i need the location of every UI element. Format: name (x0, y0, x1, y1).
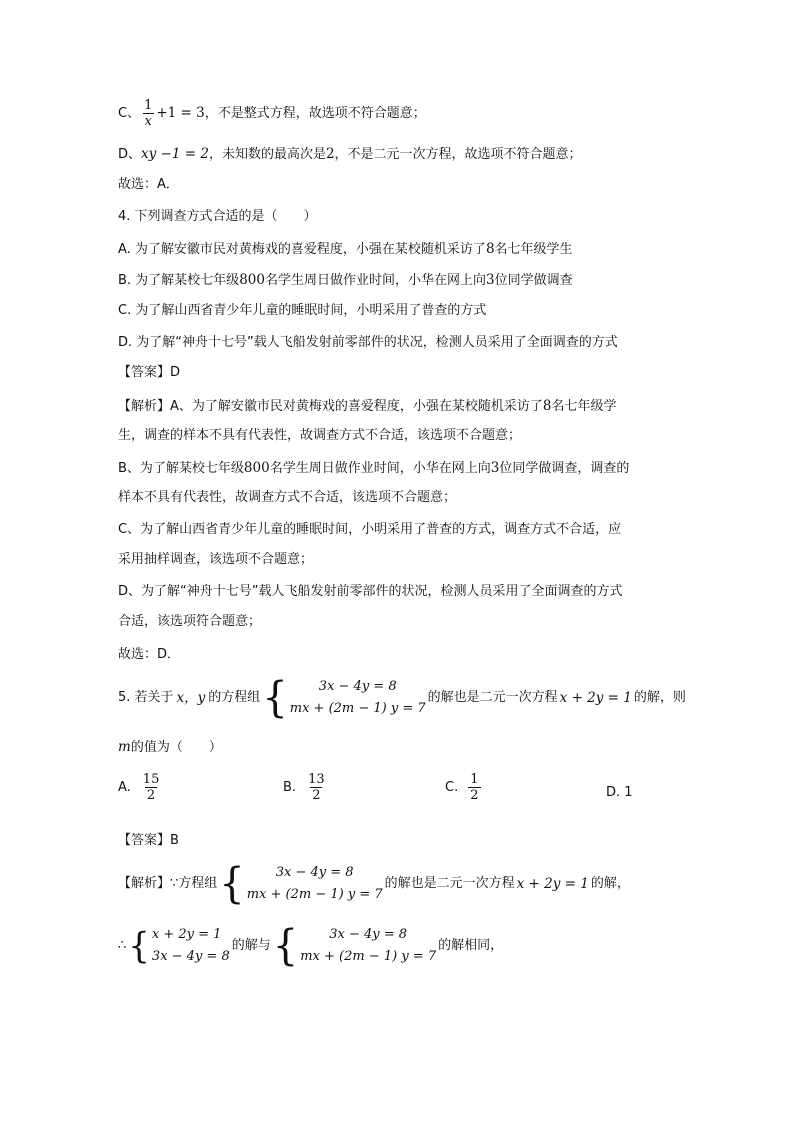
analysis-line: 合适，该选项符合题意； (118, 614, 262, 629)
analysis-line (118, 459, 629, 478)
fraction: $\frac{1}{x}$ (144, 98, 153, 129)
option-text: 名学生周日做作业时间，小华在网上向 (264, 273, 486, 288)
analysis-line: C、为了解山西省青少年儿童的睡眠时间，小明采用了普查的方式，调查方式不合适，应 (118, 522, 622, 537)
equation-system (262, 673, 426, 723)
math-expression: x，y (176, 690, 206, 706)
number: 8 (542, 398, 552, 414)
equation: mx + (2m − 1) y = 7 (246, 887, 383, 902)
line-text: 的解与 (231, 938, 271, 953)
line-text: 的值为（ ） (130, 740, 222, 755)
number: 800 (239, 272, 265, 288)
question-5-option-a (118, 772, 163, 803)
math-expression: +1 = 3 (156, 105, 205, 121)
equation: 3x − 4y = 8 (151, 949, 230, 964)
answer-label: 【答案】B (118, 833, 179, 848)
question-5-option-d: D. 1 (606, 785, 633, 800)
equation: 3x − 4y = 8 (329, 927, 408, 942)
number: 2 (325, 146, 335, 162)
question-5-option-b (283, 772, 329, 803)
equation-system (272, 921, 437, 971)
math-expression: xy −1 = 2 (141, 146, 209, 162)
line-text: 【解析】A、为了解安徽市民对黄梅戏的喜爱程度，小强在某校随机采访了 (118, 399, 543, 414)
line-text: 的解也是二元一次方程 (384, 876, 515, 891)
conclusion-d: 故选：D． (118, 647, 181, 662)
line-text: 的解， (590, 876, 630, 891)
option-label: C. (445, 780, 459, 795)
line-text: ，不是整式方程，故选项不符合题意； (204, 106, 426, 121)
line-text: 的解也是二元一次方程 (427, 690, 558, 705)
line-text: 名七年级学 (551, 399, 617, 414)
option-label: C、 (118, 106, 141, 121)
option-label: D、 (118, 147, 142, 162)
number: 3 (485, 272, 495, 288)
equation-system (128, 924, 229, 968)
brace-symbol: { (262, 673, 288, 723)
question-4-option-c: C. 为了解山西省青少年儿童的睡眠时间，小明采用了普查的方式 (118, 303, 487, 318)
solution-line-2 (118, 921, 504, 971)
therefore-symbol: ∴ (118, 938, 127, 953)
question-5-stem (118, 673, 686, 723)
conclusion-a: 故选：A． (118, 177, 179, 192)
option-text: B. 为了解某校七年级 (118, 273, 240, 288)
line-text: 的解相同， (438, 938, 504, 953)
line-text: ，未知数的最高次是 (208, 147, 326, 162)
analysis-line (118, 397, 617, 416)
equation-stack (290, 676, 426, 720)
analysis-line: 采用抽样调查，该选项不合题意； (118, 552, 314, 567)
question-5-option-c (445, 772, 483, 803)
math-expression: x + 2y = 1 (516, 876, 589, 892)
question-5-stem-line2 (118, 738, 222, 757)
line-text: 5. 若关于 (118, 690, 174, 705)
analysis-line: 生，调查的样本不具有代表性，故调查方式不合适，该选项不合题意； (118, 428, 522, 443)
option-label: A. (118, 780, 131, 795)
equation-stack (247, 862, 383, 906)
number: 800 (243, 460, 270, 476)
equation: mx + (2m − 1) y = 7 (300, 949, 437, 964)
line-text: B、为了解某校七年级 (118, 461, 244, 476)
math-variable: m (118, 739, 131, 755)
equation: x + 2y = 1 (151, 927, 222, 942)
line-text: 【解析】∵方程组 (118, 876, 218, 891)
fraction: $\frac{13}{2}$ (308, 772, 325, 803)
fraction: $\frac{15}{2}$ (142, 772, 160, 803)
option-text: 位同学做调查 (494, 273, 573, 288)
question-4-option-d: D. 为了解“神舟十七号”载人飞船发射前零部件的状况，检测人员采用了全面调查的方式 (118, 335, 618, 350)
equation-system (219, 859, 383, 909)
analysis-line-c (118, 98, 426, 129)
question-4-option-b (118, 271, 573, 290)
analysis-line: 样本不具有代表性，故调查方式不合适，该选项不合题意； (118, 490, 457, 505)
solution-line-1 (118, 859, 630, 909)
analysis-line-d (118, 145, 582, 164)
option-text: 名七年级学生 (494, 242, 573, 257)
brace-symbol: { (272, 921, 299, 971)
brace-symbol: { (219, 859, 245, 909)
option-label: B. (283, 780, 297, 795)
question-4-stem: 4. 下列调查方式合适的是（ ） (118, 209, 317, 224)
equation: mx + (2m − 1) y = 7 (289, 701, 426, 716)
answer-label: 【答案】D (118, 365, 181, 380)
line-text: 的方程组 (208, 690, 261, 705)
number: 3 (490, 460, 500, 476)
line-text: 位同学做调查，调查的 (499, 461, 630, 476)
equation: 3x − 4y = 8 (275, 865, 354, 880)
equation: 3x − 4y = 8 (318, 679, 397, 694)
option-text: A. 为了解安徽市民对黄梅戏的喜爱程度，小强在某校随机采访了 (118, 242, 486, 257)
fraction: $\frac{1}{2}$ (470, 772, 479, 803)
brace-symbol: { (128, 925, 150, 967)
number: 8 (485, 241, 495, 257)
math-expression: x + 2y = 1 (559, 690, 632, 706)
equation-stack (300, 924, 436, 968)
line-text: ，不是二元一次方程，故选项不符合题意； (334, 147, 582, 162)
analysis-line: D、为了解“神舟十七号”载人飞船发射前零部件的状况，检测人员采用了全面调查的方式 (118, 584, 623, 599)
line-text: 名学生周日做作业时间，小华在网上向 (269, 461, 491, 476)
equation-stack (152, 924, 230, 968)
question-4-option-a (118, 240, 573, 259)
line-text: 的解，则 (633, 690, 686, 705)
